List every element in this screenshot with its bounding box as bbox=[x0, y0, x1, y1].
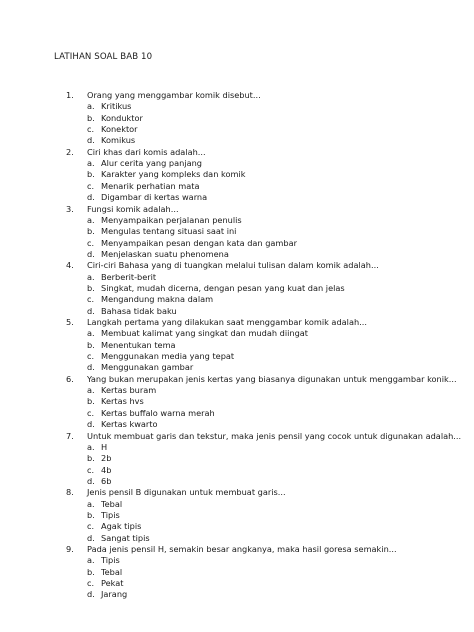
option-letter: c. bbox=[87, 578, 95, 588]
option-letter: a. bbox=[87, 158, 95, 169]
option-text: Agak tipis bbox=[101, 521, 142, 532]
question-text: Jenis pensil B digunakan untuk membuat garis... bbox=[87, 487, 286, 498]
option-letter: b. bbox=[87, 226, 95, 237]
option-letter: b. bbox=[87, 396, 95, 407]
option-letter: d. bbox=[87, 532, 95, 543]
question-number: 8. bbox=[66, 487, 74, 498]
option-letter: b. bbox=[87, 566, 95, 577]
question-number: 1. bbox=[66, 90, 74, 100]
option-letter: c. bbox=[87, 124, 95, 134]
option-letter: a. bbox=[87, 214, 95, 225]
option-letter: a. bbox=[87, 101, 95, 112]
question-text: Ciri-ciri Bahasa yang di tuangkan melalui tulisan dalam komik adalah... bbox=[87, 260, 379, 271]
option-letter: c. bbox=[87, 237, 95, 248]
option-letter: c. bbox=[87, 521, 95, 532]
option-letter: b. bbox=[87, 339, 95, 350]
option-letter: c. bbox=[87, 180, 95, 191]
question-number: 5. bbox=[66, 317, 74, 327]
option-text: Singkat, mudah dicerna, dengan pesan yang kuat dan jelas bbox=[101, 282, 345, 293]
option-text: Jarang bbox=[101, 589, 128, 600]
document-title: LATIHAN SOAL BAB 10 bbox=[54, 52, 153, 62]
option-text: Mengandung makna dalam bbox=[101, 294, 214, 305]
option-letter: d. bbox=[87, 419, 95, 430]
question-number: 9. bbox=[66, 544, 74, 554]
option-letter: d. bbox=[87, 475, 95, 486]
question-text: Fungsi komik adalah... bbox=[87, 203, 179, 214]
question-number: 6. bbox=[66, 373, 74, 384]
option-letter: d. bbox=[87, 192, 95, 203]
option-text: Alur cerita yang panjang bbox=[101, 158, 202, 169]
option-letter: b. bbox=[87, 453, 95, 464]
option-text: Mengulas tentang situasi saat ini bbox=[101, 226, 237, 237]
question-text: Langkah pertama yang dilakukan saat menggambar komik adalah... bbox=[87, 317, 367, 327]
option-text: Kertas hvs bbox=[101, 396, 144, 407]
option-text: Karakter yang kompleks dan komik bbox=[101, 169, 246, 180]
option-letter: d. bbox=[87, 589, 95, 600]
option-text: Membuat kalimat yang singkat dan mudah diingat bbox=[101, 328, 309, 339]
option-text: Menjelaskan suatu phenomena bbox=[101, 248, 229, 259]
option-text: 2b bbox=[101, 453, 112, 464]
option-text: H bbox=[101, 441, 108, 452]
option-letter: b. bbox=[87, 169, 95, 180]
option-text: Menentukan tema bbox=[101, 339, 176, 350]
option-text: Kertas buffalo warna merah bbox=[101, 407, 215, 418]
option-text: Pekat bbox=[101, 578, 124, 588]
option-letter: c. bbox=[87, 464, 95, 475]
option-letter: d. bbox=[87, 362, 95, 373]
question-text: Orang yang menggambar komik disebut... bbox=[87, 90, 261, 100]
question-number: 2. bbox=[66, 146, 74, 157]
option-letter: c. bbox=[87, 407, 95, 418]
option-text: Konektor bbox=[101, 124, 138, 134]
option-letter: d. bbox=[87, 305, 95, 316]
question-number: 4. bbox=[66, 260, 74, 271]
option-text: Menggunakan gambar bbox=[101, 362, 194, 373]
question-text: Untuk membuat garis dan tekstur, maka jenis pensil yang cocok untuk digunakan adalah... bbox=[87, 430, 462, 441]
question-number: 7. bbox=[66, 430, 74, 441]
question-text: Pada jenis pensil H, semakin besar angkanya, maka hasil goresa semakin... bbox=[87, 544, 397, 554]
option-text: 4b bbox=[101, 464, 112, 475]
option-letter: a. bbox=[87, 498, 95, 509]
option-text: Tebal bbox=[101, 498, 123, 509]
option-text: Konduktor bbox=[101, 112, 143, 123]
option-letter: a. bbox=[87, 385, 95, 396]
option-text: Menyampaikan perjalanan penulis bbox=[101, 214, 242, 225]
option-letter: d. bbox=[87, 248, 95, 259]
option-letter: b. bbox=[87, 112, 95, 123]
option-letter: a. bbox=[87, 271, 95, 282]
question-text: Ciri khas dari komis adalah... bbox=[87, 146, 206, 157]
option-text: Digambar di kertas warna bbox=[101, 192, 208, 203]
option-text: Kertas buram bbox=[101, 385, 157, 396]
option-text: Menyampaikan pesan dengan kata dan gambar bbox=[101, 237, 297, 248]
option-text: Sangat tipis bbox=[101, 532, 150, 543]
option-text: Tipis bbox=[101, 555, 120, 566]
option-text: 6b bbox=[101, 475, 112, 486]
option-letter: d. bbox=[87, 135, 95, 146]
option-letter: a. bbox=[87, 555, 95, 566]
option-text: Menarik perhatian mata bbox=[101, 180, 200, 191]
option-text: Menggunakan media yang tepat bbox=[101, 351, 235, 362]
option-letter: a. bbox=[87, 328, 95, 339]
option-text: Kertas kwarto bbox=[101, 419, 158, 430]
option-letter: a. bbox=[87, 441, 95, 452]
option-letter: b. bbox=[87, 509, 95, 520]
option-text: Komikus bbox=[101, 135, 136, 146]
option-text: Kritikus bbox=[101, 101, 132, 112]
option-text: Berberit-berit bbox=[101, 271, 157, 282]
question-number: 3. bbox=[66, 203, 74, 214]
option-letter: b. bbox=[87, 282, 95, 293]
option-text: Tipis bbox=[101, 509, 120, 520]
option-text: Bahasa tidak baku bbox=[101, 305, 177, 316]
question-text: Yang bukan merupakan jenis kertas yang biasanya digunakan untuk menggambar konik... bbox=[87, 373, 457, 384]
option-letter: c. bbox=[87, 294, 95, 305]
option-text: Tebal bbox=[101, 566, 123, 577]
option-letter: c. bbox=[87, 351, 95, 362]
